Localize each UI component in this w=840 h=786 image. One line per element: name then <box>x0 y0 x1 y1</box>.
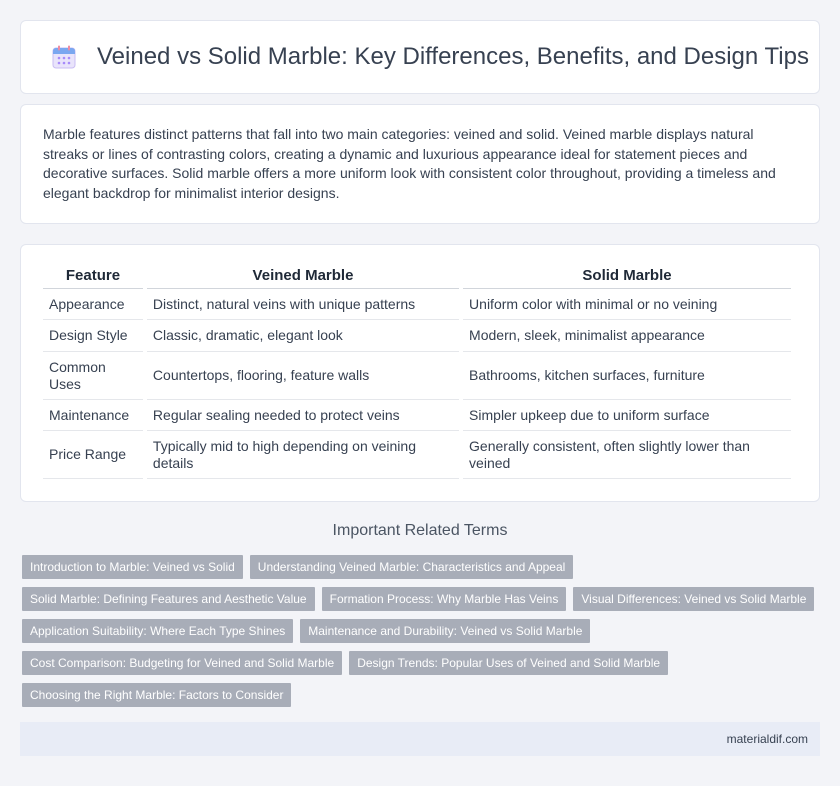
veined-cell: Classic, dramatic, elegant look <box>147 320 459 352</box>
page-title: Veined vs Solid Marble: Key Differences, Benefits, and Design Tips <box>97 43 809 70</box>
veined-cell: Distinct, natural veins with unique patterns <box>147 289 459 320</box>
solid-cell: Bathrooms, kitchen surfaces, furniture <box>463 352 791 400</box>
table-row <box>43 289 791 320</box>
related-term-tag[interactable]: Formation Process: Why Marble Has Veins <box>322 587 567 611</box>
related-terms-title: Important Related Terms <box>332 522 508 539</box>
row-label: Appearance <box>43 289 143 320</box>
row-label: Maintenance <box>43 400 143 431</box>
related-term-tag[interactable]: Design Trends: Popular Uses of Veined and Solid Marble <box>349 651 668 675</box>
related-term-tag[interactable]: Introduction to Marble: Veined vs Solid <box>22 555 243 579</box>
solid-cell: Modern, sleek, minimalist appearance <box>463 320 791 352</box>
intro-card <box>20 104 820 224</box>
table-row <box>43 320 791 352</box>
tag-row <box>22 587 822 611</box>
related-terms-list <box>22 555 822 715</box>
veined-cell: Countertops, flooring, feature walls <box>147 352 459 400</box>
row-label: Price Range <box>43 431 143 479</box>
tag-row <box>22 651 822 675</box>
tag-row <box>22 555 822 579</box>
row-label: Common Uses <box>43 352 143 400</box>
solid-cell: Generally consistent, often slightly lower than veined <box>463 431 791 479</box>
related-term-tag[interactable]: Solid Marble: Defining Features and Aesthetic Value <box>22 587 315 611</box>
header-card <box>20 20 820 94</box>
related-term-tag[interactable]: Maintenance and Durability: Veined vs Solid Marble <box>300 619 590 643</box>
comparison-table-card <box>20 244 820 502</box>
veined-cell: Typically mid to high depending on veining details <box>147 431 459 479</box>
solid-cell: Simpler upkeep due to uniform surface <box>463 400 791 431</box>
column-header-veined: Veined Marble <box>147 267 459 289</box>
calendar-icon <box>49 42 79 72</box>
related-term-tag[interactable]: Understanding Veined Marble: Characteristics and Appeal <box>250 555 574 579</box>
tag-row <box>22 619 822 643</box>
column-header-solid: Solid Marble <box>463 267 791 289</box>
veined-cell: Regular sealing needed to protect veins <box>147 400 459 431</box>
row-label: Design Style <box>43 320 143 352</box>
related-term-tag[interactable]: Cost Comparison: Budgeting for Veined and Solid Marble <box>22 651 342 675</box>
solid-cell: Uniform color with minimal or no veining <box>463 289 791 320</box>
related-term-tag[interactable]: Visual Differences: Veined vs Solid Marble <box>573 587 814 611</box>
table-row <box>43 431 791 479</box>
table-row <box>43 352 791 400</box>
table-header-row <box>43 267 791 289</box>
intro-paragraph: Marble features distinct patterns that fall into two main categories: veined and solid. Veined marble displays natural streaks or lines of contrasting colors, creating a dynamic and luxurious appearance ideal for statement pieces and decorative surfaces. Solid marble offers a more uniform look with consistent color throughout, providing a timeless and elegant backdrop for minimalist interior designs. <box>43 126 776 201</box>
table-row <box>43 400 791 431</box>
comparison-table <box>39 267 795 479</box>
related-term-tag[interactable]: Choosing the Right Marble: Factors to Consider <box>22 683 291 707</box>
footer <box>20 722 820 756</box>
footer-site-link[interactable]: materialdif.com <box>726 732 808 746</box>
related-term-tag[interactable]: Application Suitability: Where Each Type Shines <box>22 619 293 643</box>
tag-row <box>22 683 822 707</box>
column-header-feature: Feature <box>43 267 143 289</box>
